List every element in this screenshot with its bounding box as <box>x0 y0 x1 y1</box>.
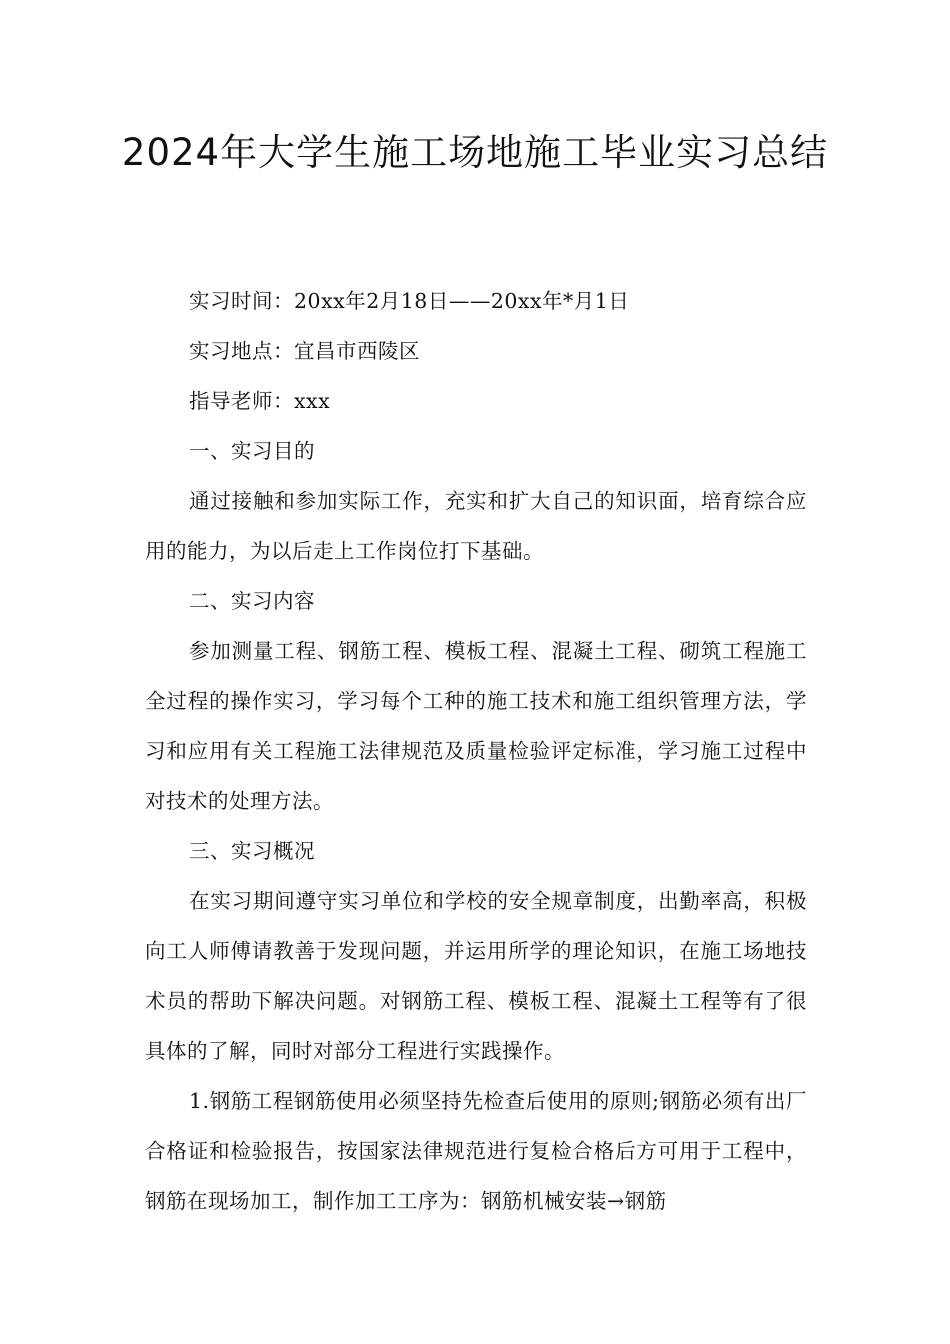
section-heading-content: 二、实习内容 <box>189 589 315 613</box>
section-text-purpose: 通过接触和参加实际工作，充实和扩大自己的知识面，培育综合应用的能力，为以后走上工作岗位打下基础。 <box>145 489 807 563</box>
info-time: 实习时间：20xx年2月18日——20xx年*月1日 <box>189 289 630 313</box>
document-body <box>145 276 807 1226</box>
info-place: 实习地点：宜昌市西陵区 <box>189 339 420 363</box>
section-text-content: 参加测量工程、钢筋工程、模板工程、混凝土工程、砌筑工程施工全过程的操作实习，学习每个工种的施工技术和施工组织管理方法，学习和应用有关工程施工法律规范及质量检验评定标准，学习施工过程中对技术的处理方法。 <box>145 639 807 813</box>
section-text-overview: 在实习期间遵守实习单位和学校的安全规章制度，出勤率高，积极向工人师傅请教善于发现问题，并运用所学的理论知识，在施工场地技术员的帮助下解决问题。对钢筋工程、模板工程、混凝土工程等有了很具体的了解，同时对部分工程进行实践操作。 <box>145 889 807 1063</box>
info-teacher: 指导老师：xxx <box>189 389 331 413</box>
section-heading-purpose: 一、实习目的 <box>189 439 315 463</box>
section-heading-overview: 三、实习概况 <box>189 839 315 863</box>
document-title: 2024年大学生施工场地施工毕业实习总结 <box>121 131 829 174</box>
item-rebar-engineering: 1.钢筋工程钢筋使用必须坚持先检查后使用的原则;钢筋必须有出厂合格证和检验报告，按国家法律规范进行复检合格后方可用于工程中，钢筋在现场加工，制作加工工序为：钢筋机械安装→钢筋 <box>145 1089 807 1213</box>
